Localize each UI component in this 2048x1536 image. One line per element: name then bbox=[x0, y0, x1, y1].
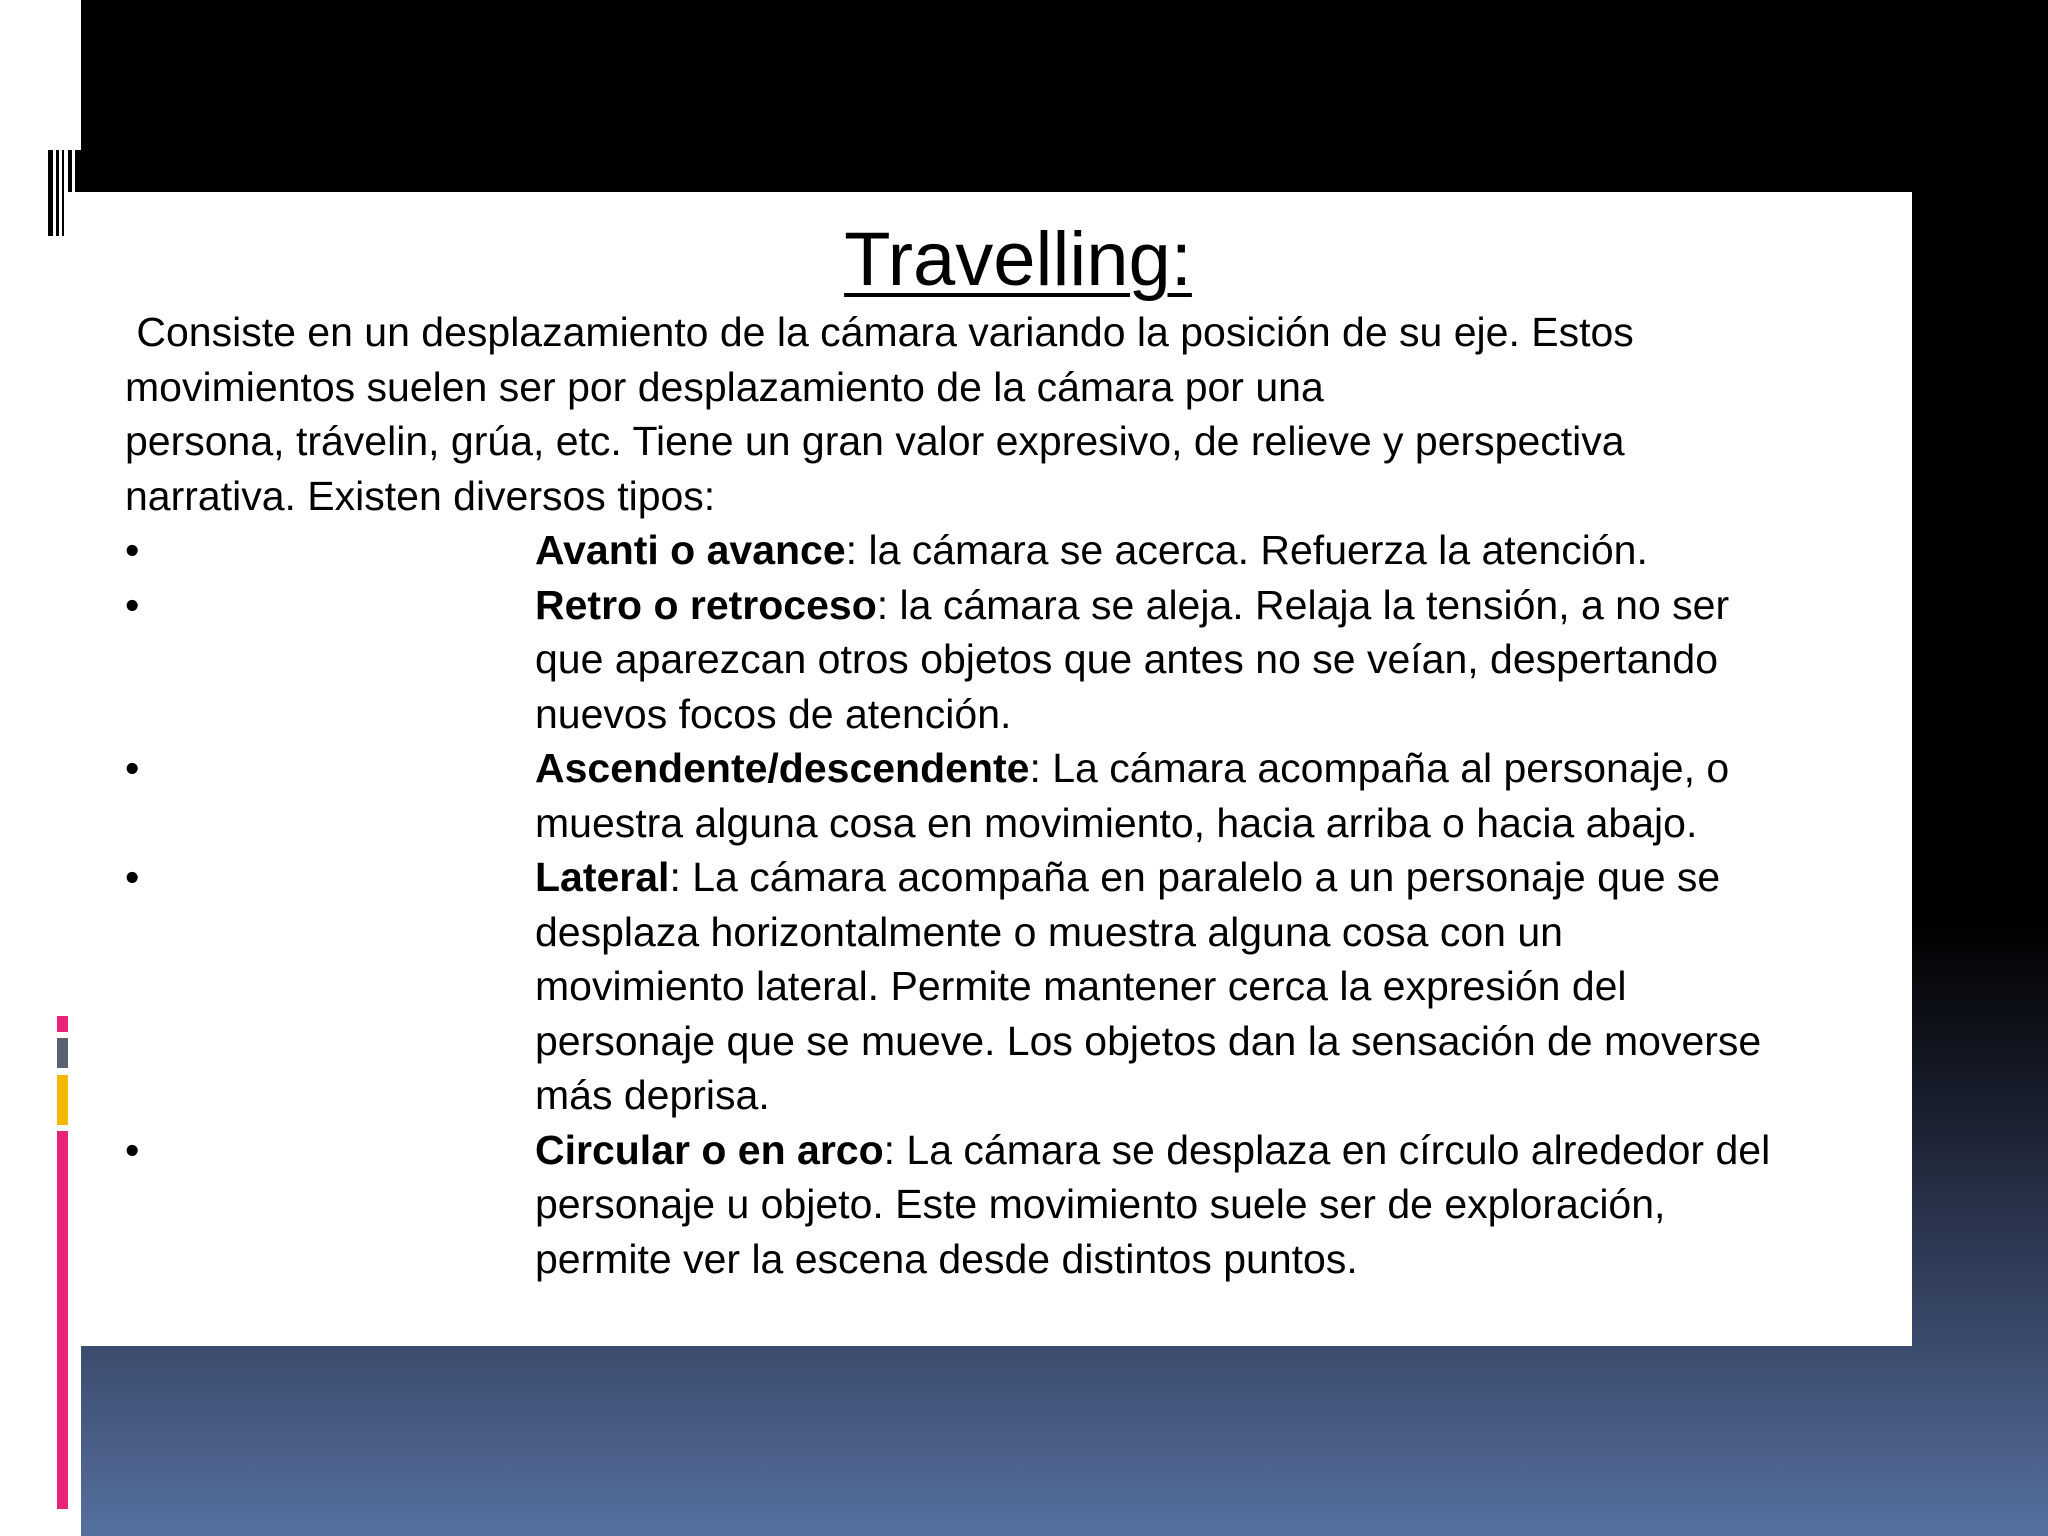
bullet-item-retroceso bbox=[125, 578, 1915, 742]
bullet-marker: • bbox=[125, 581, 140, 628]
bullet-text: más deprisa. bbox=[535, 1072, 770, 1118]
intro-line: narrativa. Existen diversos tipos: bbox=[125, 472, 716, 519]
bullet-term: Circular o en arco bbox=[535, 1126, 884, 1173]
bullet-text: : la cámara se acerca. Refuerza la atención. bbox=[845, 527, 1648, 573]
bullet-text: personaje que se mueve. Los objetos dan la sensación de moverse bbox=[535, 1017, 1762, 1064]
bullet-term: Retro o retroceso bbox=[535, 581, 877, 628]
bullet-text: nuevos focos de atención. bbox=[535, 690, 1012, 737]
bullet-marker: • bbox=[125, 1126, 140, 1173]
bullet-text: desplaza horizontalmente o muestra alguna cosa con un bbox=[535, 908, 1563, 955]
intro-line: persona, trávelin, grúa, etc. Tiene un gran valor expresivo, de relieve y perspectiva bbox=[125, 418, 1625, 464]
intro-line: Consiste en un desplazamiento de la cámara variando la posición de su eje. Estos bbox=[125, 309, 1634, 355]
bullet-item-avance bbox=[125, 523, 1915, 578]
bullet-term: Avanti o avance bbox=[535, 527, 846, 573]
bullet-term: Lateral bbox=[535, 854, 670, 900]
accent-bar-pink-top bbox=[57, 1016, 68, 1032]
accent-bar-pink bbox=[57, 1131, 68, 1509]
bullet-marker: • bbox=[125, 854, 140, 900]
bullet-text: : la cámara se aleja. Relaja la tensión, a no ser bbox=[876, 581, 1730, 628]
bullet-term: Ascendente/descendente bbox=[535, 745, 1030, 791]
bullet-item-lateral bbox=[125, 850, 1915, 1123]
bullet-text: permite ver la escena desde distintos puntos. bbox=[535, 1235, 1358, 1282]
bullet-text: : La cámara acompaña al personaje, o bbox=[1029, 745, 1730, 791]
bullet-item-circular bbox=[125, 1123, 1915, 1287]
bullet-text: : La cámara acompaña en paralelo a un personaje que se bbox=[669, 854, 1721, 900]
bullet-text: personaje u objeto. Este movimiento suele ser de exploración, bbox=[535, 1181, 1666, 1227]
slide-body bbox=[125, 305, 1915, 1286]
accent-bar-gray bbox=[57, 1038, 68, 1068]
intro-line: movimientos suelen ser por desplazamiento de la cámara por una bbox=[125, 363, 1324, 410]
bullet-text: muestra alguna cosa en movimiento, hacia arriba o hacia abajo. bbox=[535, 799, 1698, 846]
bullet-item-ascendente bbox=[125, 741, 1915, 850]
bullet-text: : La cámara se desplaza en círculo alrededor del bbox=[883, 1126, 1771, 1173]
bullet-text: que aparezcan otros objetos que antes no se veían, despertando bbox=[535, 636, 1719, 682]
slide-title: Travelling: bbox=[844, 217, 1192, 302]
bullet-marker: • bbox=[125, 745, 140, 791]
bullet-text: movimiento lateral. Permite mantener cerca la expresión del bbox=[535, 963, 1627, 1009]
accent-bar-yellow bbox=[57, 1075, 68, 1125]
bullet-marker: • bbox=[125, 527, 140, 573]
